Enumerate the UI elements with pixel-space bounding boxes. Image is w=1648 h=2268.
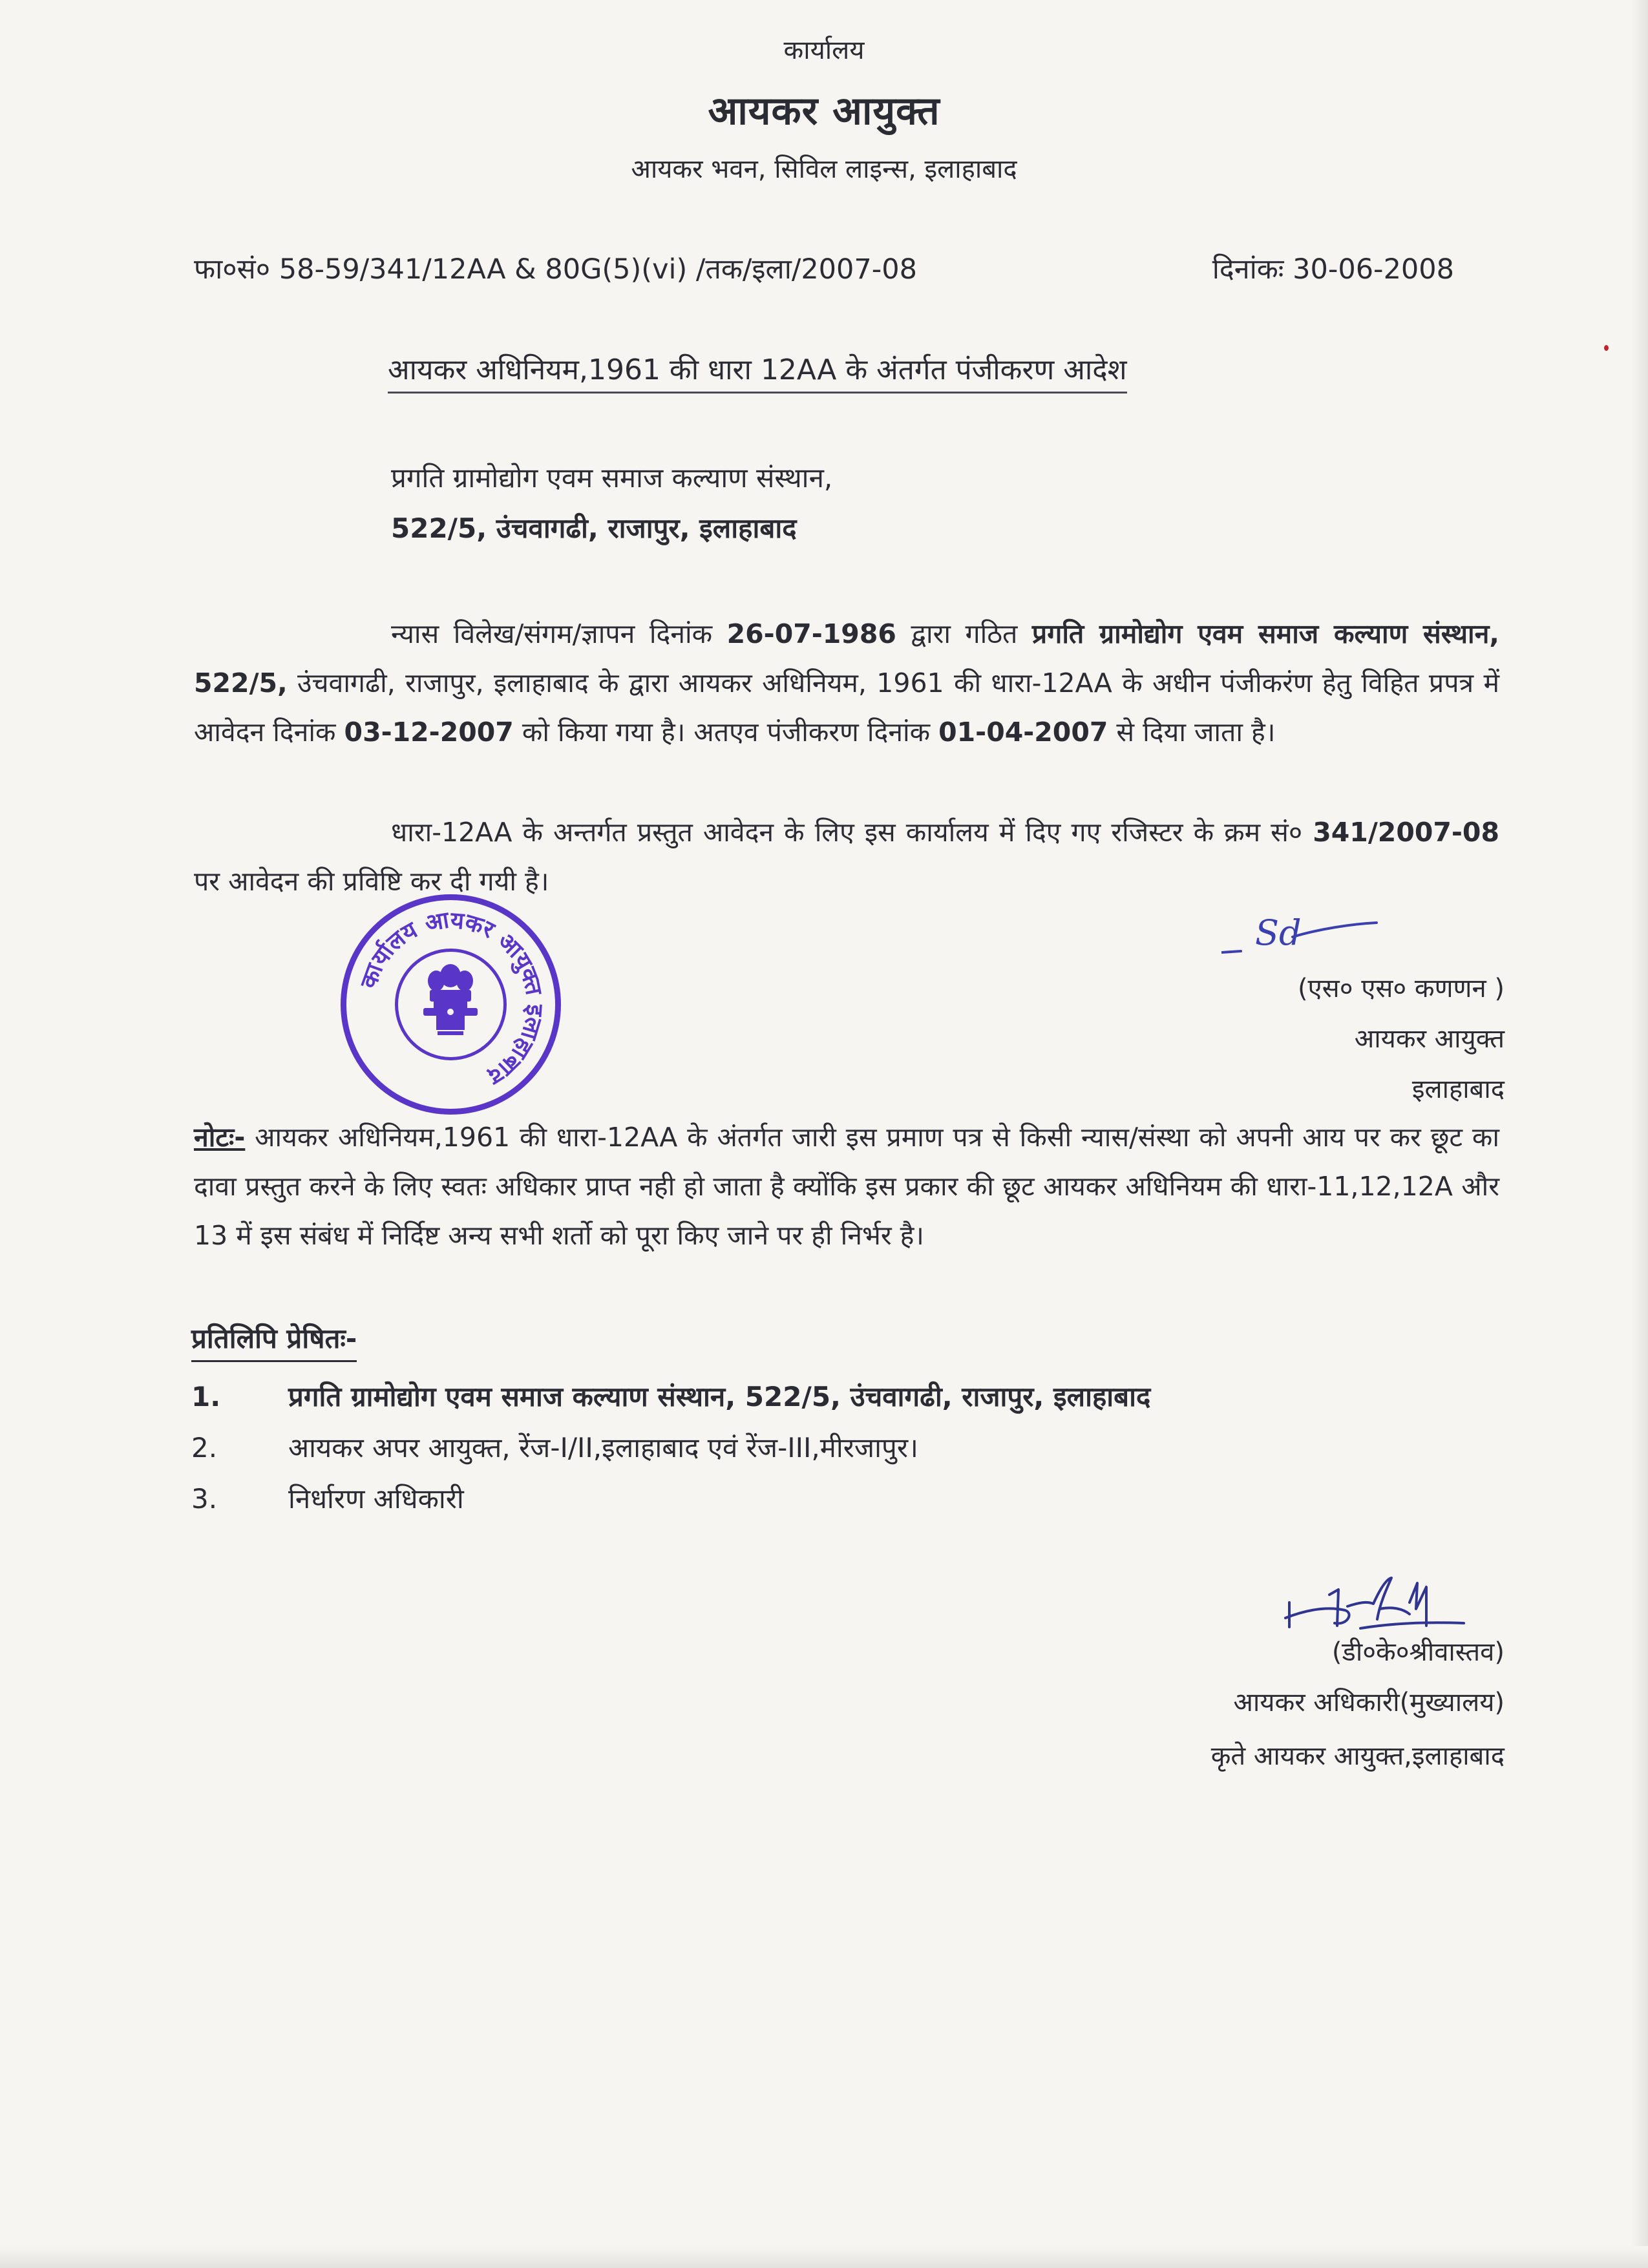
signatory-2-on-behalf: कृते आयकर आयुक्त,इलाहाबाद — [1210, 1741, 1505, 1771]
copy-to-item-number: 1. — [191, 1381, 221, 1412]
scan-edge-bottom — [0, 2246, 1648, 2268]
note-paragraph — [194, 1113, 1499, 1260]
register-number: 341/2007-08 — [1313, 817, 1499, 848]
p1-text-e: से दिया जाता है। — [1108, 717, 1276, 748]
p1-text-b: द्वारा गठित — [896, 618, 1032, 649]
deed-date: 26-07-1986 — [726, 618, 896, 649]
registration-date: 01-04-2007 — [938, 717, 1108, 748]
addressee-line-2: 522/5, उंचवागढी, राजापुर, इलाहाबाद — [391, 512, 797, 544]
copy-to-item-number: 2. — [191, 1432, 218, 1464]
p1-text-a: न्यास विलेख/संगम/ज्ञापन दिनांक — [391, 618, 727, 649]
copy-to-item-number: 3. — [191, 1483, 218, 1515]
copy-to-heading: प्रतिलिपि प्रेषितः- — [191, 1319, 357, 1362]
note-label: नोटः- — [194, 1122, 246, 1153]
copy-to-item — [191, 1371, 1150, 1422]
reference-line — [194, 249, 1454, 287]
application-date: 03-12-2007 — [344, 717, 514, 748]
organisation-name: प्रगति ग्रामोद्योग एवम समाज कल्याण संस्थान, 522/5, — [194, 618, 1499, 698]
p2-text-a: धारा-12AA के अन्तर्गत प्रस्तुत आवेदन के लिए इस कार्यालय में दिए गए रजिस्टर के क्रम सं० — [391, 817, 1313, 848]
copy-to-item-text: निर्धारण अधिकारी — [288, 1483, 464, 1515]
body-paragraph-1 — [194, 609, 1499, 757]
signatory-1-title: आयकर आयुक्त — [1354, 1024, 1505, 1054]
copy-to-item — [191, 1473, 1150, 1524]
national-emblem-icon — [423, 964, 478, 1035]
scan-speck — [1604, 345, 1609, 351]
office-address: आयकर भवन, सिविल लाइन्स, इलाहाबाद — [631, 154, 1017, 184]
issue-date: दिनांकः 30-06-2008 — [1212, 253, 1454, 286]
p1-text-d: को किया गया है। अतएव पंजीकरण दिनांक — [513, 717, 939, 748]
office-label: कार्यालय — [783, 36, 865, 65]
body-paragraph-2 — [194, 808, 1499, 906]
svg-text:Sd: Sd — [1255, 912, 1302, 953]
subject-heading: आयकर अधिनियम,1961 की धारा 12AA के अंतर्गत पंजीकरण आदेश — [388, 349, 1127, 394]
file-number: फा०सं० 58-59/341/12AA & 80G(5)(vi) /तक/इला/2007-08 — [194, 253, 917, 286]
copy-to-item — [191, 1422, 1150, 1473]
signatory-1-name: (एस० एस० कणणन ) — [1297, 974, 1505, 1003]
office-title: आयकर आयुक्त — [708, 89, 940, 134]
official-seal-stamp — [339, 893, 562, 1116]
p2-text-b: पर आवेदन की प्रविष्टि कर दी गयी है। — [194, 866, 549, 897]
copy-to-list — [191, 1371, 1150, 1524]
scan-edge-right — [1631, 0, 1648, 2268]
p1-text-c: उंचवागढी, राजापुर, इलाहाबाद के द्वारा आयकर अधिनियम, 1961 की धारा-12AA के अधीन पंजीकरंण हेतु विहित प्रपत्र में आवेदन दिनांक — [194, 667, 1499, 748]
handwritten-signature-icon — [1283, 1564, 1470, 1641]
signature-sd-icon — [1221, 906, 1383, 964]
signatory-2-name: (डी०के०श्रीवास्तव) — [1331, 1637, 1505, 1667]
signatory-1-place: इलाहाबाद — [1411, 1075, 1505, 1104]
note-text: आयकर अधिनियम,1961 की धारा-12AA के अंतर्गत जारी इस प्रमाण पत्र से किसी न्यास/संस्था को अपनी आय पर कर छूट का दावा प्रस्तुत करने के लिए स्वतः अधिकार प्राप्त नही हो जाता है क्योंकि इस प्रकार की छूट आयकर अधिनियम की धारा-11,12,12A और 13 में इस संबंध में निर्दिष्ट अन्य सभी शर्तो को पूरा किए जाने पर ही निर्भर है। — [194, 1122, 1499, 1251]
copy-to-item-text: आयकर अपर आयुक्त, रेंज-I/II,इलाहाबाद एवं रेंज-III,मीरजापुर। — [288, 1432, 918, 1464]
copy-to-item-text: प्रगति ग्रामोद्योग एवम समाज कल्याण संस्थान, 522/5, उंचवागढी, राजापुर, इलाहाबाद — [288, 1381, 1151, 1412]
seal-ring-text: कार्यालय आयकर आयुक्त इलाहाबाद — [355, 907, 548, 1090]
addressee-line-1: प्रगति ग्रामोद्योग एवम समाज कल्याण संस्थान, — [391, 462, 833, 494]
signatory-2-title: आयकर अधिकारी(मुख्यालय) — [1233, 1688, 1505, 1717]
